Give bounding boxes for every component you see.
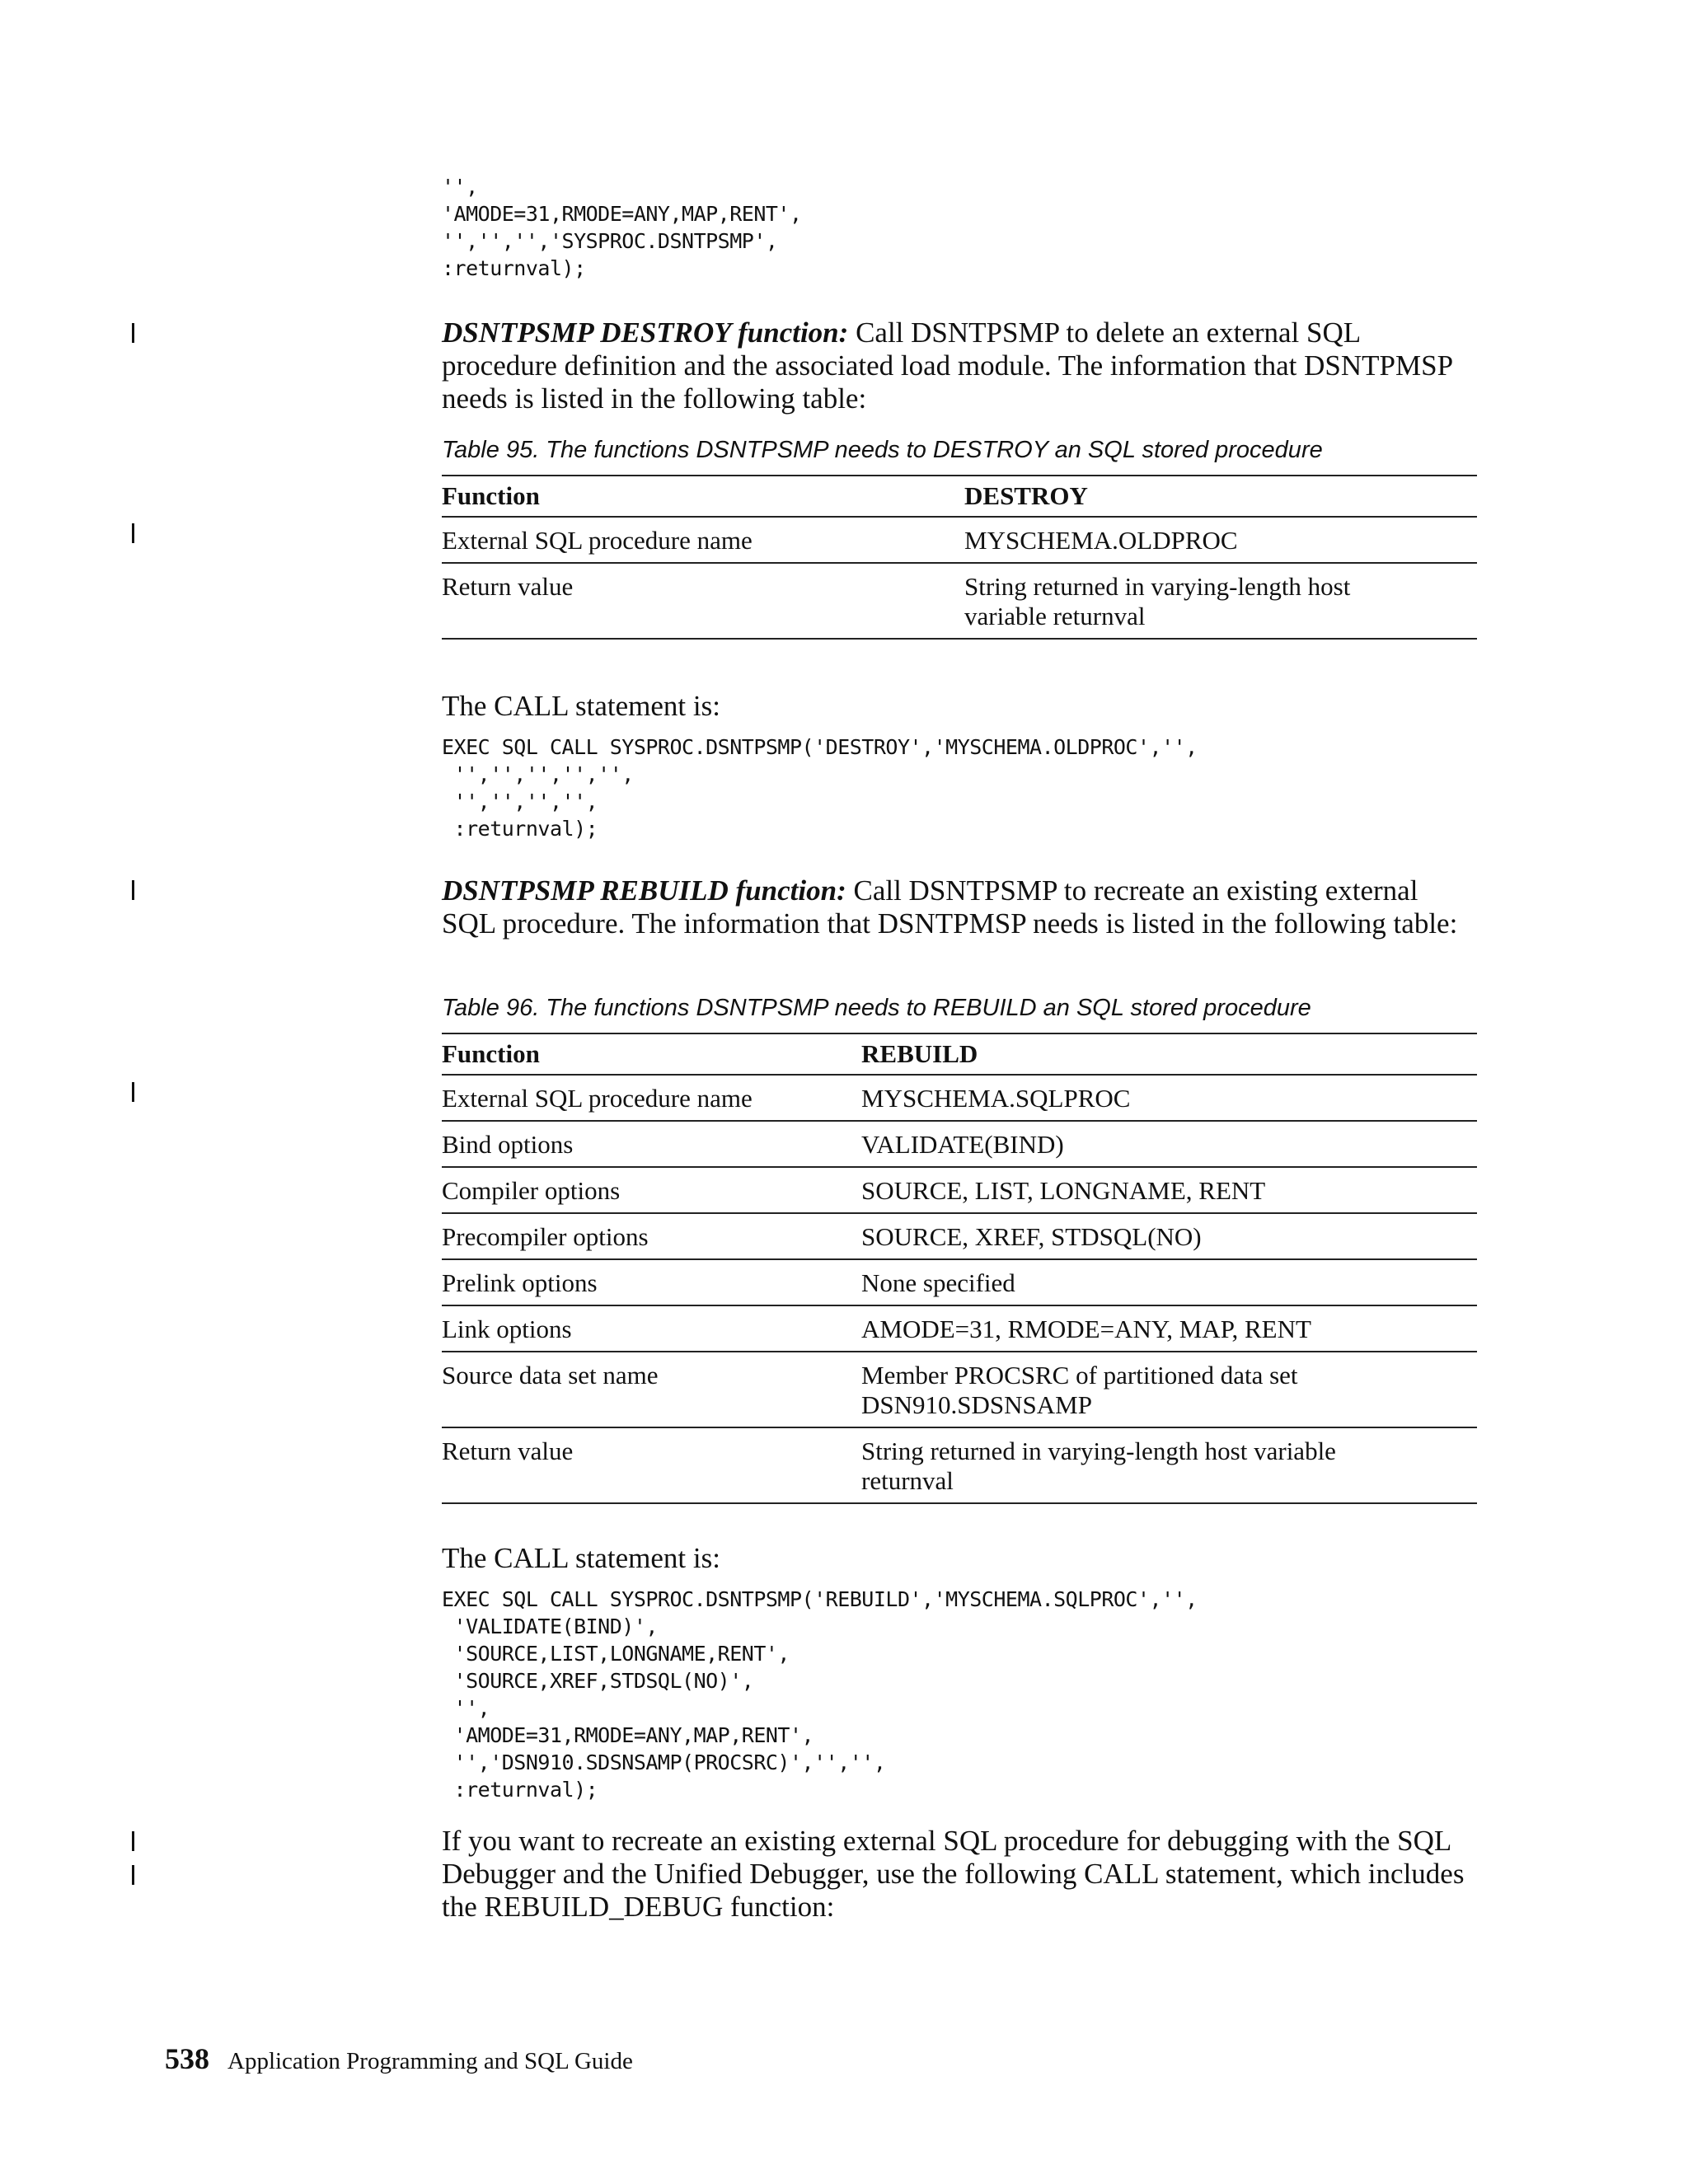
page-footer: [165, 2042, 633, 2078]
table-row: [442, 1167, 1477, 1213]
table-cell: Return value: [442, 1427, 861, 1503]
code-line: '','','','SYSPROC.DSNTPSMP',: [442, 229, 778, 253]
table-cell: External SQL procedure name: [442, 517, 964, 563]
table-95-caption: Table 95. The functions DSNTPSMP needs to DESTROY an SQL stored procedure: [442, 437, 1323, 463]
rebuild-paragraph: [442, 874, 1477, 940]
table-row: [442, 1121, 1477, 1167]
table-row: [442, 1305, 1477, 1352]
code-block-top: [442, 173, 802, 282]
change-bar: [132, 323, 134, 343]
change-bar: [132, 1831, 134, 1851]
table-cell: Source data set name: [442, 1352, 861, 1427]
destroy-lead: DSNTPSMP DESTROY function:: [442, 316, 849, 349]
table-header-row: [442, 476, 1477, 517]
table-cell: String returned in varying-length host variable returnval: [964, 563, 1477, 639]
change-bar: [132, 1865, 134, 1885]
table-header-cell: Function: [442, 476, 964, 517]
table-cell: Prelink options: [442, 1259, 861, 1305]
page-number: 538: [165, 2042, 209, 2075]
table-95: [442, 475, 1477, 640]
table-cell: Return value: [442, 563, 964, 639]
code-line: 'SOURCE,XREF,STDSQL(NO)',: [442, 1669, 754, 1693]
table-row: [442, 1259, 1477, 1305]
destroy-text: Call DSNTPSMP to delete an external SQL procedure definition and the associated load module. The information that DSNTPMSP needs is listed in the following table:: [442, 316, 1452, 415]
table-cell: SOURCE, LIST, LONGNAME, RENT: [861, 1167, 1477, 1213]
code-line: '','','','','',: [442, 762, 634, 786]
table-row: [442, 1352, 1477, 1427]
rebuild-text: Call DSNTPSMP to recreate an existing external SQL procedure. The information that DSNTPMSP needs is listed in the following table:: [442, 874, 1458, 940]
code-line: 'AMODE=31,RMODE=ANY,MAP,RENT',: [442, 202, 802, 226]
table-cell: Bind options: [442, 1121, 861, 1167]
table-cell: VALIDATE(BIND): [861, 1121, 1477, 1167]
change-bar: [132, 1082, 134, 1102]
rebuild-lead: DSNTPSMP REBUILD function:: [442, 874, 846, 907]
destroy-paragraph: [442, 316, 1477, 415]
code-line: '',: [442, 1696, 490, 1720]
table-row: [442, 1075, 1477, 1121]
table-cell: String returned in varying-length host variable returnval: [861, 1427, 1477, 1503]
code-line: 'AMODE=31,RMODE=ANY,MAP,RENT',: [442, 1723, 814, 1747]
rebuild-call-intro: The CALL statement is:: [442, 1542, 720, 1574]
code-line: :returnval);: [442, 1778, 598, 1802]
table-cell: External SQL procedure name: [442, 1075, 861, 1121]
code-line: :returnval);: [442, 256, 586, 280]
table-header-cell: DESTROY: [964, 476, 1477, 517]
table-cell: Precompiler options: [442, 1213, 861, 1259]
table-cell: None specified: [861, 1259, 1477, 1305]
code-line: EXEC SQL CALL SYSPROC.DSNTPSMP('DESTROY','MYSCHEMA.OLDPROC','',: [442, 735, 1198, 759]
table-cell: Member PROCSRC of partitioned data set DSN910.SDSNSAMP: [861, 1352, 1477, 1427]
change-bar: [132, 523, 134, 543]
code-line: 'VALIDATE(BIND)',: [442, 1615, 658, 1638]
final-paragraph: If you want to recreate an existing external SQL procedure for debugging with the SQL Debugger and the Unified Debugger, use the following CALL statement, which includes the REBUILD_DEBUG function:: [442, 1825, 1465, 1923]
table-row: [442, 563, 1477, 639]
code-line: 'SOURCE,LIST,LONGNAME,RENT',: [442, 1642, 790, 1666]
change-bar: [132, 880, 134, 900]
code-line: '',: [442, 175, 478, 199]
table-cell: MYSCHEMA.OLDPROC: [964, 517, 1477, 563]
table-96: [442, 1033, 1477, 1504]
code-line: :returnval);: [442, 817, 598, 841]
code-line: EXEC SQL CALL SYSPROC.DSNTPSMP('REBUILD','MYSCHEMA.SQLPROC','',: [442, 1587, 1198, 1611]
destroy-call-intro: The CALL statement is:: [442, 690, 720, 722]
table-cell: Link options: [442, 1305, 861, 1352]
table-cell: AMODE=31, RMODE=ANY, MAP, RENT: [861, 1305, 1477, 1352]
rebuild-code-block: [442, 1586, 1198, 1803]
code-line: '','','','',: [442, 790, 598, 813]
code-line: '','DSN910.SDSNSAMP(PROCSRC)','','',: [442, 1750, 886, 1774]
table-cell: Compiler options: [442, 1167, 861, 1213]
book-title: Application Programming and SQL Guide: [227, 2048, 633, 2074]
table-header-cell: Function: [442, 1033, 861, 1075]
table-96-caption: Table 96. The functions DSNTPSMP needs to REBUILD an SQL stored procedure: [442, 995, 1311, 1021]
table-header-cell: REBUILD: [861, 1033, 1477, 1075]
table-header-row: [442, 1033, 1477, 1075]
destroy-code-block: [442, 733, 1198, 842]
table-row: [442, 1427, 1477, 1503]
table-cell: MYSCHEMA.SQLPROC: [861, 1075, 1477, 1121]
table-row: [442, 517, 1477, 563]
table-cell: SOURCE, XREF, STDSQL(NO): [861, 1213, 1477, 1259]
table-row: [442, 1213, 1477, 1259]
